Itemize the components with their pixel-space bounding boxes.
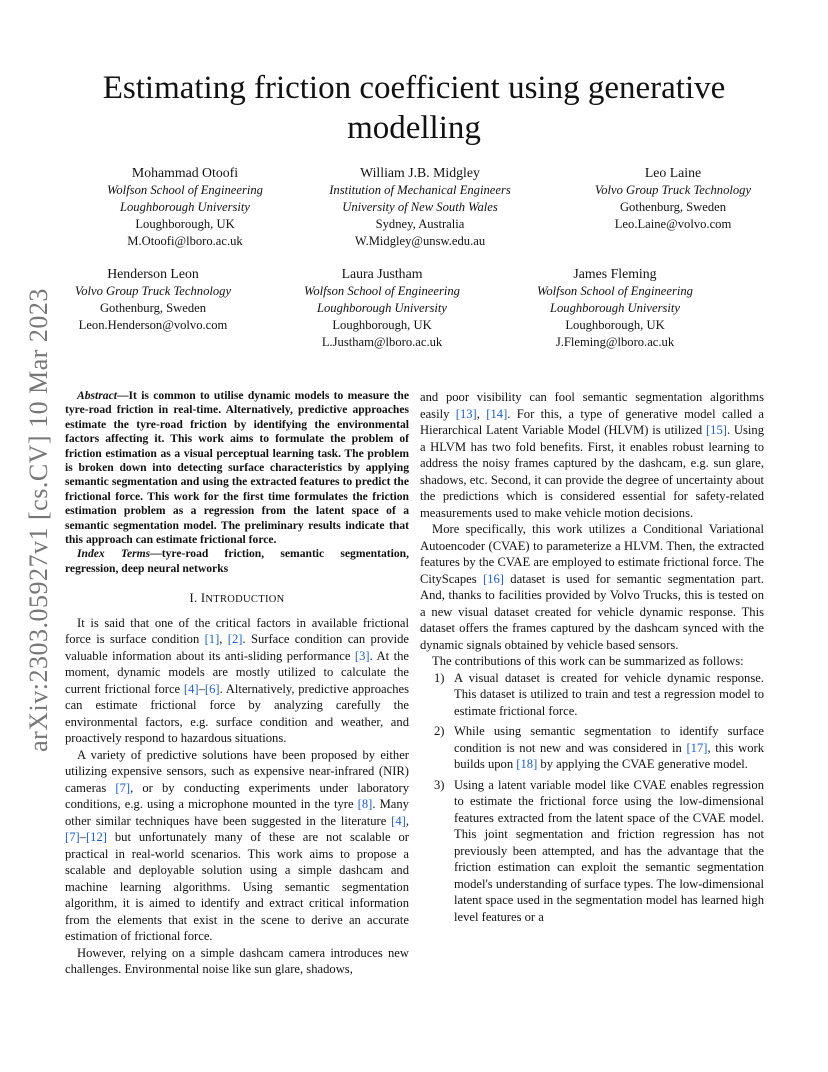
author-block — [578, 164, 768, 233]
citation-link[interactable]: [4] — [183, 681, 199, 696]
author-block — [520, 265, 710, 351]
index-terms-label: Index Terms — [77, 547, 151, 561]
paragraph: The contributions of this work can be summarized as follows: — [432, 654, 744, 668]
author-location: Gothenburg, Sweden — [619, 200, 727, 214]
citation-link[interactable]: [15] — [705, 423, 727, 437]
section-heading-introduction: I. INTRODUCTION — [189, 591, 285, 606]
paragraph: and poor visibility can fool semantic segmentation algorithms easily [13], [14]. For this, a type of generative model called a Hierarchical Latent Variable Model (HLVM) is utilized [15]. Using a HLVM has two fold benefits. First, it enables robust learning to address the noisy frames captured by the dashcam, e.g. sun glare, shadows, etc. Second, it can provide the degree of uncertainty about the predictions which is considered essential for safety-related measurements used to make vehicle motion decisions. — [420, 390, 764, 520]
citation-link[interactable]: [14] — [486, 406, 508, 421]
author-block — [95, 164, 275, 250]
author-affiliation: Volvo Group Truck Technology — [74, 284, 232, 298]
citation-link[interactable]: [1] — [204, 632, 220, 647]
paragraph: A variety of predictive solutions have been proposed by either utilizing expensive sensors, such as expensive near-infrared (NIR) cameras [7], or by conducting experiments under laboratory conditions, e.g. using a microphone mounted in the tyre [8]. Many other similar techniques have been suggested in the literature [4], [7]–[12] but unfortunately many of these are not scalable or practical in real-world scenarios. This work aims to propose a scalable and deployable solution using a simple dashcam and machine learning algorithms. Using semantic segmentation algorithm, it is aimed to identify and extract critical information from the elements that exist in the scene to derive an accurate estimation of frictional force. — [65, 747, 410, 944]
author-location: Sydney, Australia — [375, 217, 465, 231]
author-affiliation: University of New South Wales — [342, 200, 498, 214]
arxiv-stamp — [14, 280, 64, 760]
citation-link[interactable]: [7] — [65, 830, 80, 845]
author-affiliation: Loughborough University — [316, 301, 447, 315]
author-location: Loughborough, UK — [565, 318, 665, 332]
author-email[interactable]: J.Fleming@lboro.ac.uk — [555, 335, 675, 349]
author-block — [320, 164, 520, 250]
author-affiliation: Wolfson School of Engineering — [537, 284, 693, 298]
paper-title — [80, 68, 748, 148]
author-name: William J.B. Midgley — [360, 165, 480, 180]
author-block — [58, 265, 248, 334]
author-email[interactable]: L.Justham@lboro.ac.uk — [321, 335, 443, 349]
author-affiliation: Institution of Mechanical Engineers — [329, 183, 511, 197]
contributions-list — [420, 670, 764, 926]
author-email[interactable]: Leo.Laine@volvo.com — [614, 217, 732, 231]
left-column — [65, 389, 409, 978]
citation-link[interactable]: [6] — [204, 681, 220, 696]
author-block — [287, 265, 477, 351]
author-affiliation: Loughborough University — [549, 301, 680, 315]
author-location: Loughborough, UK — [332, 318, 432, 332]
citation-link[interactable]: [16] — [483, 571, 504, 586]
author-affiliation: Wolfson School of Engineering — [107, 183, 263, 197]
author-name: James Fleming — [573, 266, 657, 281]
paragraph: More specifically, this work utilizes a Conditional Variational Autoencoder (CVAE) to parameterize a HLVM. Then, the extracted features by the CVAE are employed to estimate frictional force. The CityScapes [16] dataset is used for semantic segmentation part. And, thanks to facilities provided by Volvo Trucks, this is tested on a new visual dataset created for vehicle dynamic response. This dataset offers the frames captured by the dashcam synced with the dynamic signals obtained by vehicle based sensors. — [420, 522, 764, 652]
paragraph: It is said that one of the critical factors in available frictional force is surface condition [1], [2]. Surface condition can provide valuable information about its anti-sliding performance [3]. At the moment, dynamic models are mostly utilized to calculate the current frictional force [4]–[6]. Alternatively, predictive approaches can estimate frictional force by analyzing carefully the environmental factors, e.g. surface condition and weather, and proactively respond to hazardous situations. — [65, 615, 409, 746]
paragraph: However, relying on a simple dashcam camera introduces new challenges. Environmental noise like sun glare, shadows, — [65, 945, 409, 977]
author-name: Mohammad Otoofi — [131, 165, 239, 180]
citation-link[interactable]: [8] — [357, 797, 373, 812]
citation-link[interactable]: [12] — [85, 830, 107, 845]
paper-title-line-2: modelling — [347, 110, 481, 146]
citation-link[interactable]: [7] — [115, 780, 131, 795]
citation-link[interactable]: [18] — [516, 757, 538, 771]
citation-link[interactable]: [13] — [455, 406, 477, 421]
list-item: 1) A visual dataset is created for vehicle dynamic response. This dataset is utilized to train and test a regression model to estimate frictional force. — [434, 670, 764, 718]
abstract-text: —It is common to utilise dynamic models to measure the tyre-road friction in real-time. Alternatively, predictive approaches estimate the tyre-road friction by identifying the environmental factors affecting it. This work aims to formulate the problem of friction estimation as a visual perceptual learning task. The problem is broken down into detecting surface characteristics by applying semantic segmentation and using the extracted features to predict the frictional force. This work for the first time formulates the friction estimation problem as a regression from the latent space of a semantic segmentation model. The preliminary results indicate that this approach can estimate frictional force. — [65, 389, 409, 547]
author-email[interactable]: M.Otoofi@lboro.ac.uk — [127, 234, 243, 248]
author-email[interactable]: Leon.Henderson@volvo.com — [78, 318, 228, 332]
abstract — [65, 389, 409, 547]
author-name: Laura Justham — [341, 266, 423, 281]
citation-link[interactable]: [3] — [354, 648, 370, 663]
citation-link[interactable]: [17] — [686, 740, 708, 755]
author-name: Leo Laine — [644, 165, 702, 180]
list-item: 2) While using semantic segmentation to identify surface condition is not new and was considered in [17], this work builds upon [18] by applying the CVAE generative model. — [434, 724, 764, 771]
author-location: Gothenburg, Sweden — [99, 301, 207, 315]
list-item: 3) Using a latent variable model like CVAE enables regression to estimate the frictional force using the low-dimensional features extracted from the latent space of the CVAE model. This joint segmentation and friction regression has not previously been attempted, and has the advantage that the friction estimation can exploit the semantic segmentation model's understanding of surface types. The low-dimensional latent space used in the segmentation model has learned high level features or a — [434, 777, 764, 924]
author-location: Loughborough, UK — [135, 217, 235, 231]
author-affiliation: Volvo Group Truck Technology — [594, 183, 752, 197]
author-affiliation: Wolfson School of Engineering — [304, 284, 460, 298]
author-affiliation: Loughborough University — [119, 200, 250, 214]
citation-link[interactable]: [4] — [391, 813, 406, 828]
citation-link[interactable]: [2] — [227, 632, 243, 647]
author-email[interactable]: W.Midgley@unsw.edu.au — [354, 234, 486, 248]
author-name: Henderson Leon — [107, 266, 199, 281]
index-terms — [65, 547, 409, 576]
arxiv-stamp-text: arXiv:2303.05927v1 [cs.CV] 10 Mar 2023 — [24, 288, 53, 752]
index-terms-text: —tyre-road friction, semantic segmentation, regression, deep neural networks — [65, 547, 409, 575]
abstract-label: Abstract — [77, 389, 117, 402]
right-column — [420, 389, 764, 929]
paper-title-line-1: Estimating friction coefficient using generative — [102, 70, 726, 106]
